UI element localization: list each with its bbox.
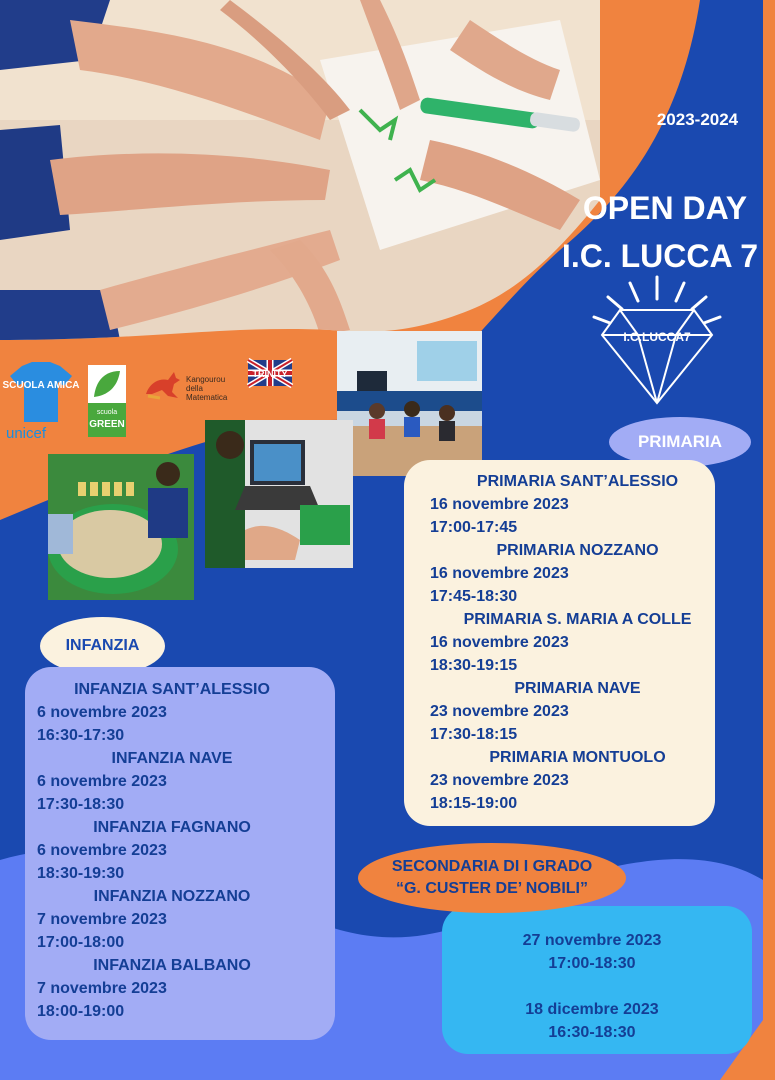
scuola-green-logo (88, 365, 126, 437)
secondaria-time-1: 17:00-18:30 (548, 955, 636, 972)
school-title: I.C. LUCCA 7 (561, 238, 759, 274)
infanzia-date-row: 7 novembre 2023 (37, 980, 167, 997)
primaria-time-row: 17:45-18:30 (430, 588, 518, 605)
kangourou-label-3: Matematica (186, 393, 228, 402)
secondaria-date-2: 18 dicembre 2023 (525, 1001, 659, 1018)
infanzia-title-row: INFANZIA NAVE (111, 750, 233, 767)
infanzia-time-row: 17:30-18:30 (37, 796, 125, 813)
infanzia-title-row: INFANZIA NOZZANO (93, 888, 251, 905)
classroom-photo (337, 331, 482, 476)
infanzia-date-row: 6 novembre 2023 (37, 773, 167, 790)
infanzia-date-row: 6 novembre 2023 (37, 704, 167, 721)
primaria-date-row: 16 novembre 2023 (430, 496, 569, 513)
open-day-title: OPEN DAY (582, 190, 748, 226)
leaf-icon (92, 369, 122, 399)
infanzia-title-row: INFANZIA BALBANO (93, 957, 251, 974)
primaria-title-row: PRIMARIA MONTUOLO (489, 749, 666, 766)
primaria-time-row: 18:15-19:00 (430, 795, 518, 812)
infanzia-label: INFANZIA (40, 617, 165, 675)
infanzia-title-row: INFANZIA FAGNANO (93, 819, 251, 836)
infanzia-date-row: 6 novembre 2023 (37, 842, 167, 859)
infanzia-card (25, 667, 335, 1040)
primaria-time-row: 17:00-17:45 (430, 519, 518, 536)
infanzia-time-row: 16:30-17:30 (37, 727, 125, 744)
primaria-title-row: PRIMARIA S. MARIA A COLLE (463, 611, 692, 628)
diamond-logo (590, 275, 725, 405)
kangourou-label-1: Kangourou (186, 375, 226, 384)
unicef-label: unicef (6, 425, 47, 442)
logo-text: I.C.LUCCA7 (623, 330, 691, 344)
scuola-amica-logo (2, 362, 80, 424)
primaria-schedule (430, 470, 715, 815)
infanzia-title-row: INFANZIA SANT’ALESSIO (74, 681, 270, 698)
hands-photo (0, 0, 600, 345)
secondaria-label (358, 843, 626, 913)
primaria-time-row: 18:30-19:15 (430, 657, 518, 674)
secondaria-label-line2: “G. CUSTER DE’ NOBILI” (395, 880, 588, 897)
secondaria-card (442, 906, 752, 1054)
trinity-logo (248, 360, 292, 386)
primaria-date-row: 16 novembre 2023 (430, 565, 569, 582)
year-label: 2023-2024 (656, 110, 739, 129)
secondaria-date-1: 27 novembre 2023 (522, 932, 662, 949)
trinity-text: TRINITY (252, 369, 288, 379)
infanzia-time-row: 18:30-19:30 (37, 865, 125, 882)
primaria-date-row: 23 novembre 2023 (430, 772, 569, 789)
primaria-title-row: PRIMARIA NOZZANO (496, 542, 659, 559)
infanzia-time-row: 17:00-18:00 (37, 934, 125, 951)
kangourou-label-2: della (186, 384, 203, 393)
primaria-title-row: PRIMARIA NAVE (514, 680, 641, 697)
primaria-card (404, 460, 715, 826)
primaria-date-row: 23 novembre 2023 (430, 703, 569, 720)
green-small-text: scuola (96, 409, 118, 416)
primaria-title-row: PRIMARIA SANT’ALESSIO (476, 473, 679, 490)
infanzia-schedule (37, 678, 335, 1023)
sand-table-photo (48, 454, 194, 600)
infanzia-date-row: 7 novembre 2023 (37, 911, 167, 928)
laptop-photo (205, 420, 353, 568)
primaria-label: PRIMARIA (609, 417, 751, 467)
scuola-amica-text: SCUOLA AMICA (2, 380, 80, 391)
secondaria-label-line1: SECONDARIA DI I GRADO (391, 858, 593, 875)
green-big-text: GREEN (89, 419, 125, 430)
secondaria-time-2: 16:30-18:30 (548, 1024, 636, 1041)
infanzia-time-row: 18:00-19:00 (37, 1003, 125, 1020)
kangaroo-icon (142, 368, 182, 400)
primaria-time-row: 17:30-18:15 (430, 726, 518, 743)
primaria-date-row: 16 novembre 2023 (430, 634, 569, 651)
